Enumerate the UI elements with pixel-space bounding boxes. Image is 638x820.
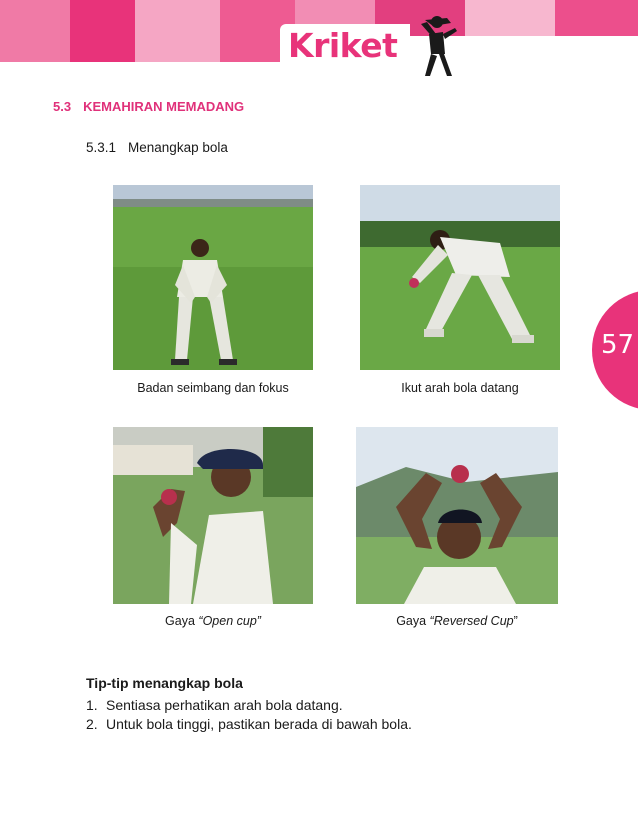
subsection-title: Menangkap bola [128, 140, 228, 155]
list-item [86, 716, 412, 732]
list-item [86, 697, 343, 713]
cricket-player-logo-icon [407, 14, 465, 78]
list-item-index: 2. [86, 716, 98, 732]
caption-prefix: Gaya [396, 614, 430, 628]
photo-caption [113, 614, 313, 628]
list-item-text: Sentiasa perhatikan arah bola datang. [106, 697, 343, 713]
subsection-number: 5.3.1 [86, 140, 117, 155]
caption-text: Badan seimbang dan fokus [137, 381, 289, 395]
subsection-heading [86, 140, 228, 155]
caption-prefix: Gaya [165, 614, 199, 628]
header-stripe [0, 0, 70, 62]
header-stripe [70, 0, 135, 62]
page-number: 57 [601, 330, 635, 360]
header-title: Kriket [288, 26, 398, 65]
section-title: KEMAHIRAN MEMADANG [83, 99, 245, 114]
photo-open-cup [113, 427, 313, 604]
tips-title: Tip-tip menangkap bola [86, 675, 243, 691]
photo-follow-ball [360, 185, 560, 370]
caption-suffix: ” [513, 614, 518, 628]
photo-balanced-stance [113, 185, 313, 370]
caption-italic: “Reversed Cup [429, 614, 514, 628]
section-heading [53, 99, 244, 114]
photo-reversed-cup [356, 427, 558, 604]
section-number: 5.3 [53, 99, 72, 114]
photo-caption [360, 381, 560, 395]
photo-caption [356, 614, 558, 628]
list-item-text: Untuk bola tinggi, pastikan berada di bawah bola. [106, 716, 412, 732]
photo-caption [113, 381, 313, 395]
header-stripe [135, 0, 220, 62]
caption-text: Ikut arah bola datang [401, 381, 519, 395]
list-item-index: 1. [86, 697, 98, 713]
caption-italic: “Open cup” [198, 614, 261, 628]
